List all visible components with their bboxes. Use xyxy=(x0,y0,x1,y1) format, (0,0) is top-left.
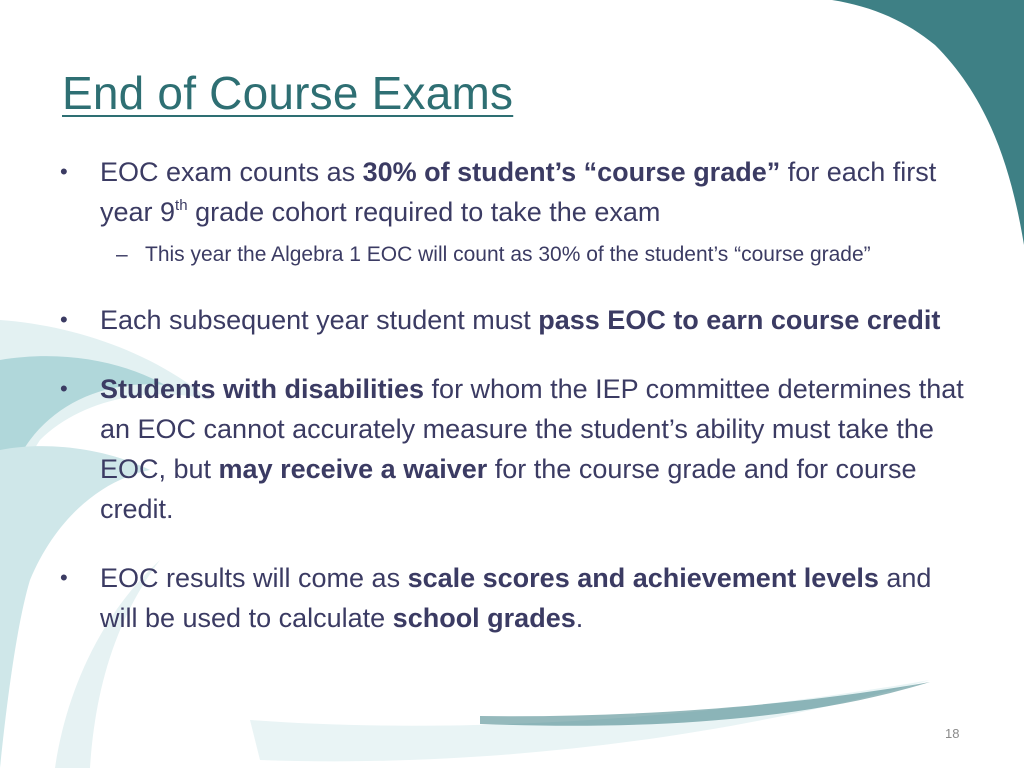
bullet-marker: • xyxy=(60,159,68,184)
bullet-emphasis: school grades xyxy=(392,603,576,633)
slide-number: 18 xyxy=(945,726,960,741)
bullet-text: Each subsequent year student must xyxy=(100,305,539,335)
bullet-text: and will be used to calculate xyxy=(100,563,932,633)
bullet-emphasis: may receive a waiver xyxy=(218,454,488,484)
bullet-disabilities xyxy=(60,369,965,529)
bottom-swoosh-line xyxy=(480,682,930,726)
superscript-th: th xyxy=(175,197,188,214)
bullet-list xyxy=(60,152,965,667)
bullet-text: . xyxy=(575,603,584,633)
sub-bullet-text: This year the Algebra 1 EOC will count as 30% of the student’s “course grade” xyxy=(145,243,871,266)
bullet-text: for whom the IEP committee determines that an EOC cannot accurately measure the student’s ability must take the EOC, but xyxy=(100,374,964,484)
bullet-emphasis: Students with disabilities xyxy=(100,374,425,404)
bullet-marker: • xyxy=(60,376,68,401)
bullet-text: for each first year 9 xyxy=(100,157,937,227)
bullet-text: EOC exam counts as xyxy=(100,157,363,187)
sub-bullet-marker: – xyxy=(116,243,128,266)
bullet-text: grade cohort required to take the exam xyxy=(187,197,661,227)
bullet-emphasis: scale scores and achievement levels xyxy=(407,563,879,593)
bullet-subsequent-year xyxy=(60,300,965,340)
bullet-emphasis: 30% of student’s “course grade” xyxy=(362,157,781,187)
sub-bullet-algebra xyxy=(100,238,965,271)
bullet-text: for the course grade and for course credit. xyxy=(100,454,917,524)
bullet-marker: • xyxy=(60,565,68,590)
bullet-eoc-weight xyxy=(60,152,965,271)
bullet-text: EOC results will come as xyxy=(100,563,408,593)
slide-title: End of Course Exams xyxy=(62,67,514,119)
bullet-results xyxy=(60,558,965,638)
bullet-emphasis: pass EOC to earn course credit xyxy=(538,305,941,335)
bullet-marker: • xyxy=(60,307,68,332)
